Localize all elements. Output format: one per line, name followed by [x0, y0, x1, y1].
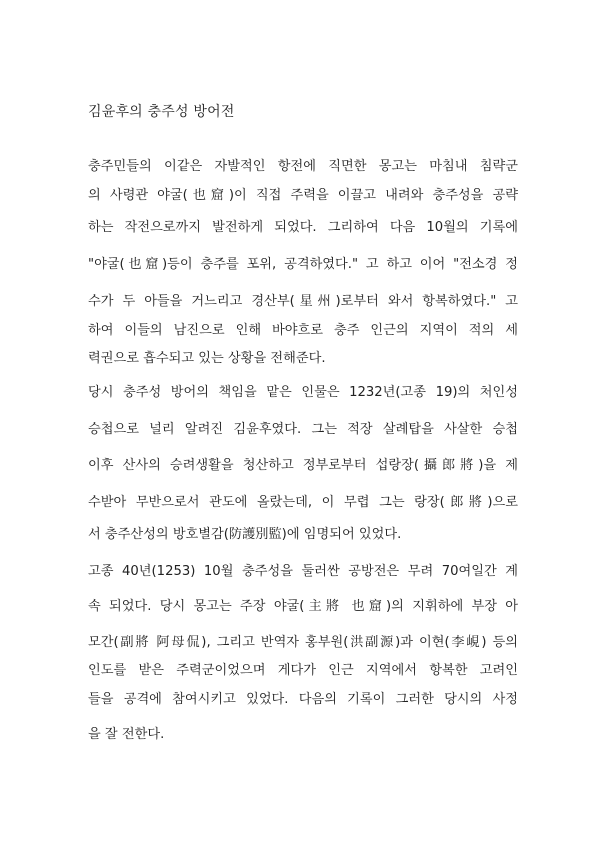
- paragraph-3-line-6: 을 잘 전한다.: [88, 727, 165, 742]
- paragraph-1-line-1: 충주민들의 이같은 자발적인 항전에 직면한 몽고는 마침내 침략군: [88, 159, 518, 174]
- paragraph-3-line-3: 모간(副將 阿母侃), 그리고 반역자 홍부원(洪副源)과 이현(李峴) 등의: [88, 635, 518, 650]
- paragraph-1-line-4: "야굴(也窟)등이 충주를 포위, 공격하였다." 고 하고 이어 "전소경 정: [88, 257, 518, 272]
- paragraph-1-line-7: 력권으로 흡수되고 있는 상황을 전해준다.: [88, 351, 326, 366]
- paragraph-2-line-1: 당시 충주성 방어의 책임을 맡은 인물은 1232년(고종 19)의 처인성: [88, 385, 518, 400]
- paragraph-3-line-5: 들을 공격에 참여시키고 있었다. 다음의 기록이 그러한 당시의 사정: [88, 692, 518, 707]
- document-title: 김윤후의 충주성 방어전: [88, 104, 235, 120]
- paragraph-1-line-6: 하여 이들의 남진으로 인해 바야흐로 충주 인근의 지역이 적의 세: [88, 323, 518, 338]
- paragraph-1-line-3: 하는 작전으로까지 발전하게 되었다. 그리하여 다음 10월의 기록에: [88, 220, 518, 235]
- paragraph-1-line-5: 수가 두 아들을 거느리고 경산부(星州)로부터 와서 항복하였다." 고: [88, 294, 518, 309]
- paragraph-3-line-2: 속 되었다. 당시 몽고는 주장 야굴(主將 也窟)의 지휘하에 부장 아: [88, 599, 518, 614]
- paragraph-2-line-3: 이후 산사의 승려생활을 청산하고 정부로부터 섭랑장(攝郎將)을 제: [88, 458, 518, 473]
- paragraph-3-line-1: 고종 40년(1253) 10월 충주성을 둘러싼 공방전은 무려 70여일간 계: [88, 564, 518, 579]
- paragraph-2-line-5: 서 충주산성의 방호별감(防護別監)에 임명되어 있었다.: [88, 527, 402, 542]
- paragraph-3-line-4: 인도를 받은 주력군이었으며 게다가 인근 지역에서 항복한 고려인: [88, 663, 518, 678]
- paragraph-2-line-4: 수받아 무반으로서 관도에 올랐는데, 이 무렵 그는 랑장(郎將)으로: [88, 495, 518, 510]
- paragraph-2-line-2: 승첩으로 널리 알려진 김윤후였다. 그는 적장 살례탑을 사살한 승첩: [88, 422, 518, 437]
- paragraph-1-line-2: 의 사령관 야굴(也窟)이 직접 주력을 이끌고 내려와 충주성을 공략: [88, 188, 518, 203]
